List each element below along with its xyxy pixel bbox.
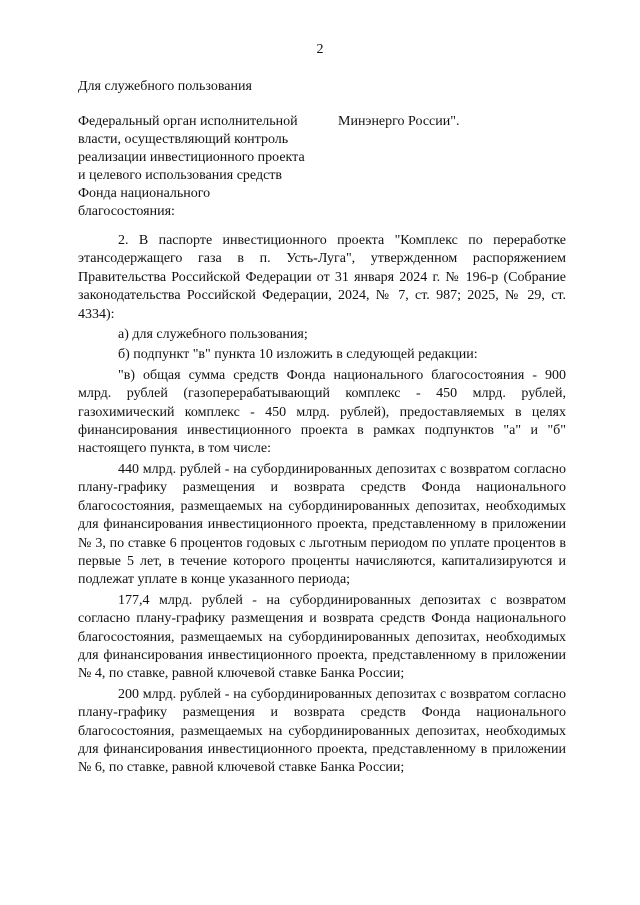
header-left-line: власти, осуществляющий контроль — [78, 132, 289, 147]
subitem-v-text: "в) общая сумма средств Фонда национального благосостояния - 900 млрд. рублей (газоперерабатывающий комплекс - 450 млрд. рублей, газохимический комплекс - 450 млрд. рублей), предоставляемых в целях финансирования инвестиционного проекта в рамках подпунктов "а" и "б" настоящего пункта, в том числе: — [78, 367, 566, 457]
header-left-line: реализации инвестиционного проекта — [78, 150, 305, 165]
header-left-line: благосостояния: — [78, 204, 175, 219]
header-authority-name: Минэнерго России". — [338, 114, 460, 129]
deposit-paragraph-177: 177,4 млрд. рублей - на субординированных депозитах с возвратом согласно плану-графику размещения и возврата средств Фонда национального благосостояния, размещаемых на субординированных депозитах, необходимых для финансирования инвестиционного проекта, представленному в приложении № 4, по ставке, равной ключевой ставке Банка России; — [78, 592, 566, 682]
page-number: 2 — [316, 42, 324, 57]
document-body — [78, 232, 566, 780]
header-authority-description — [78, 113, 338, 221]
header-left-line: и целевого использования средств — [78, 168, 283, 183]
deposit-paragraph-200: 200 млрд. рублей - на субординированных депозитах с возвратом согласно плану-графику размещения и возврата средств Фонда национального благосостояния, размещаемых на субординированных депозитах, необходимых для финансирования инвестиционного проекта, представленному в приложении № 6, по ставке, равной ключевой ставке Банка России; — [78, 686, 566, 776]
deposit-paragraph-440: 440 млрд. рублей - на субординированных депозитах с возвратом согласно плану-графику размещения и возврата средств Фонда национального благосостояния, размещаемых на субординированных депозитах, необходимых для финансирования инвестиционного проекта, представленному в приложении № 3, по ставке 6 процентов годовых с льготным периодом по уплате процентов в первые 5 лет, в течение которого проценты начисляются, капитализируются и подлежат уплате в конце указанного периода; — [78, 461, 566, 588]
header-left-line: Фонда национального — [78, 186, 211, 201]
header-left-line: Федеральный орган исполнительной — [78, 114, 298, 129]
subitem-a: а) для служебного пользования; — [118, 327, 308, 343]
header-table — [78, 113, 568, 221]
paragraph-item-2: 2. В паспорте инвестиционного проекта "Комплекс по переработке этансодержащего газа в п. Усть-Луга", утвержденном распоряжением Правительства Российской Федерации от 31 января 2024 г. № 196-р (Собрание законодательства Российской Федерации, 2024, № 7, ст. 987; 2025, № 29, ст. 4334): — [78, 233, 566, 322]
classification-label: Для служебного пользования — [78, 79, 252, 94]
subitem-b: б) подпункт "в" пункта 10 изложить в следующей редакции: — [118, 347, 478, 363]
